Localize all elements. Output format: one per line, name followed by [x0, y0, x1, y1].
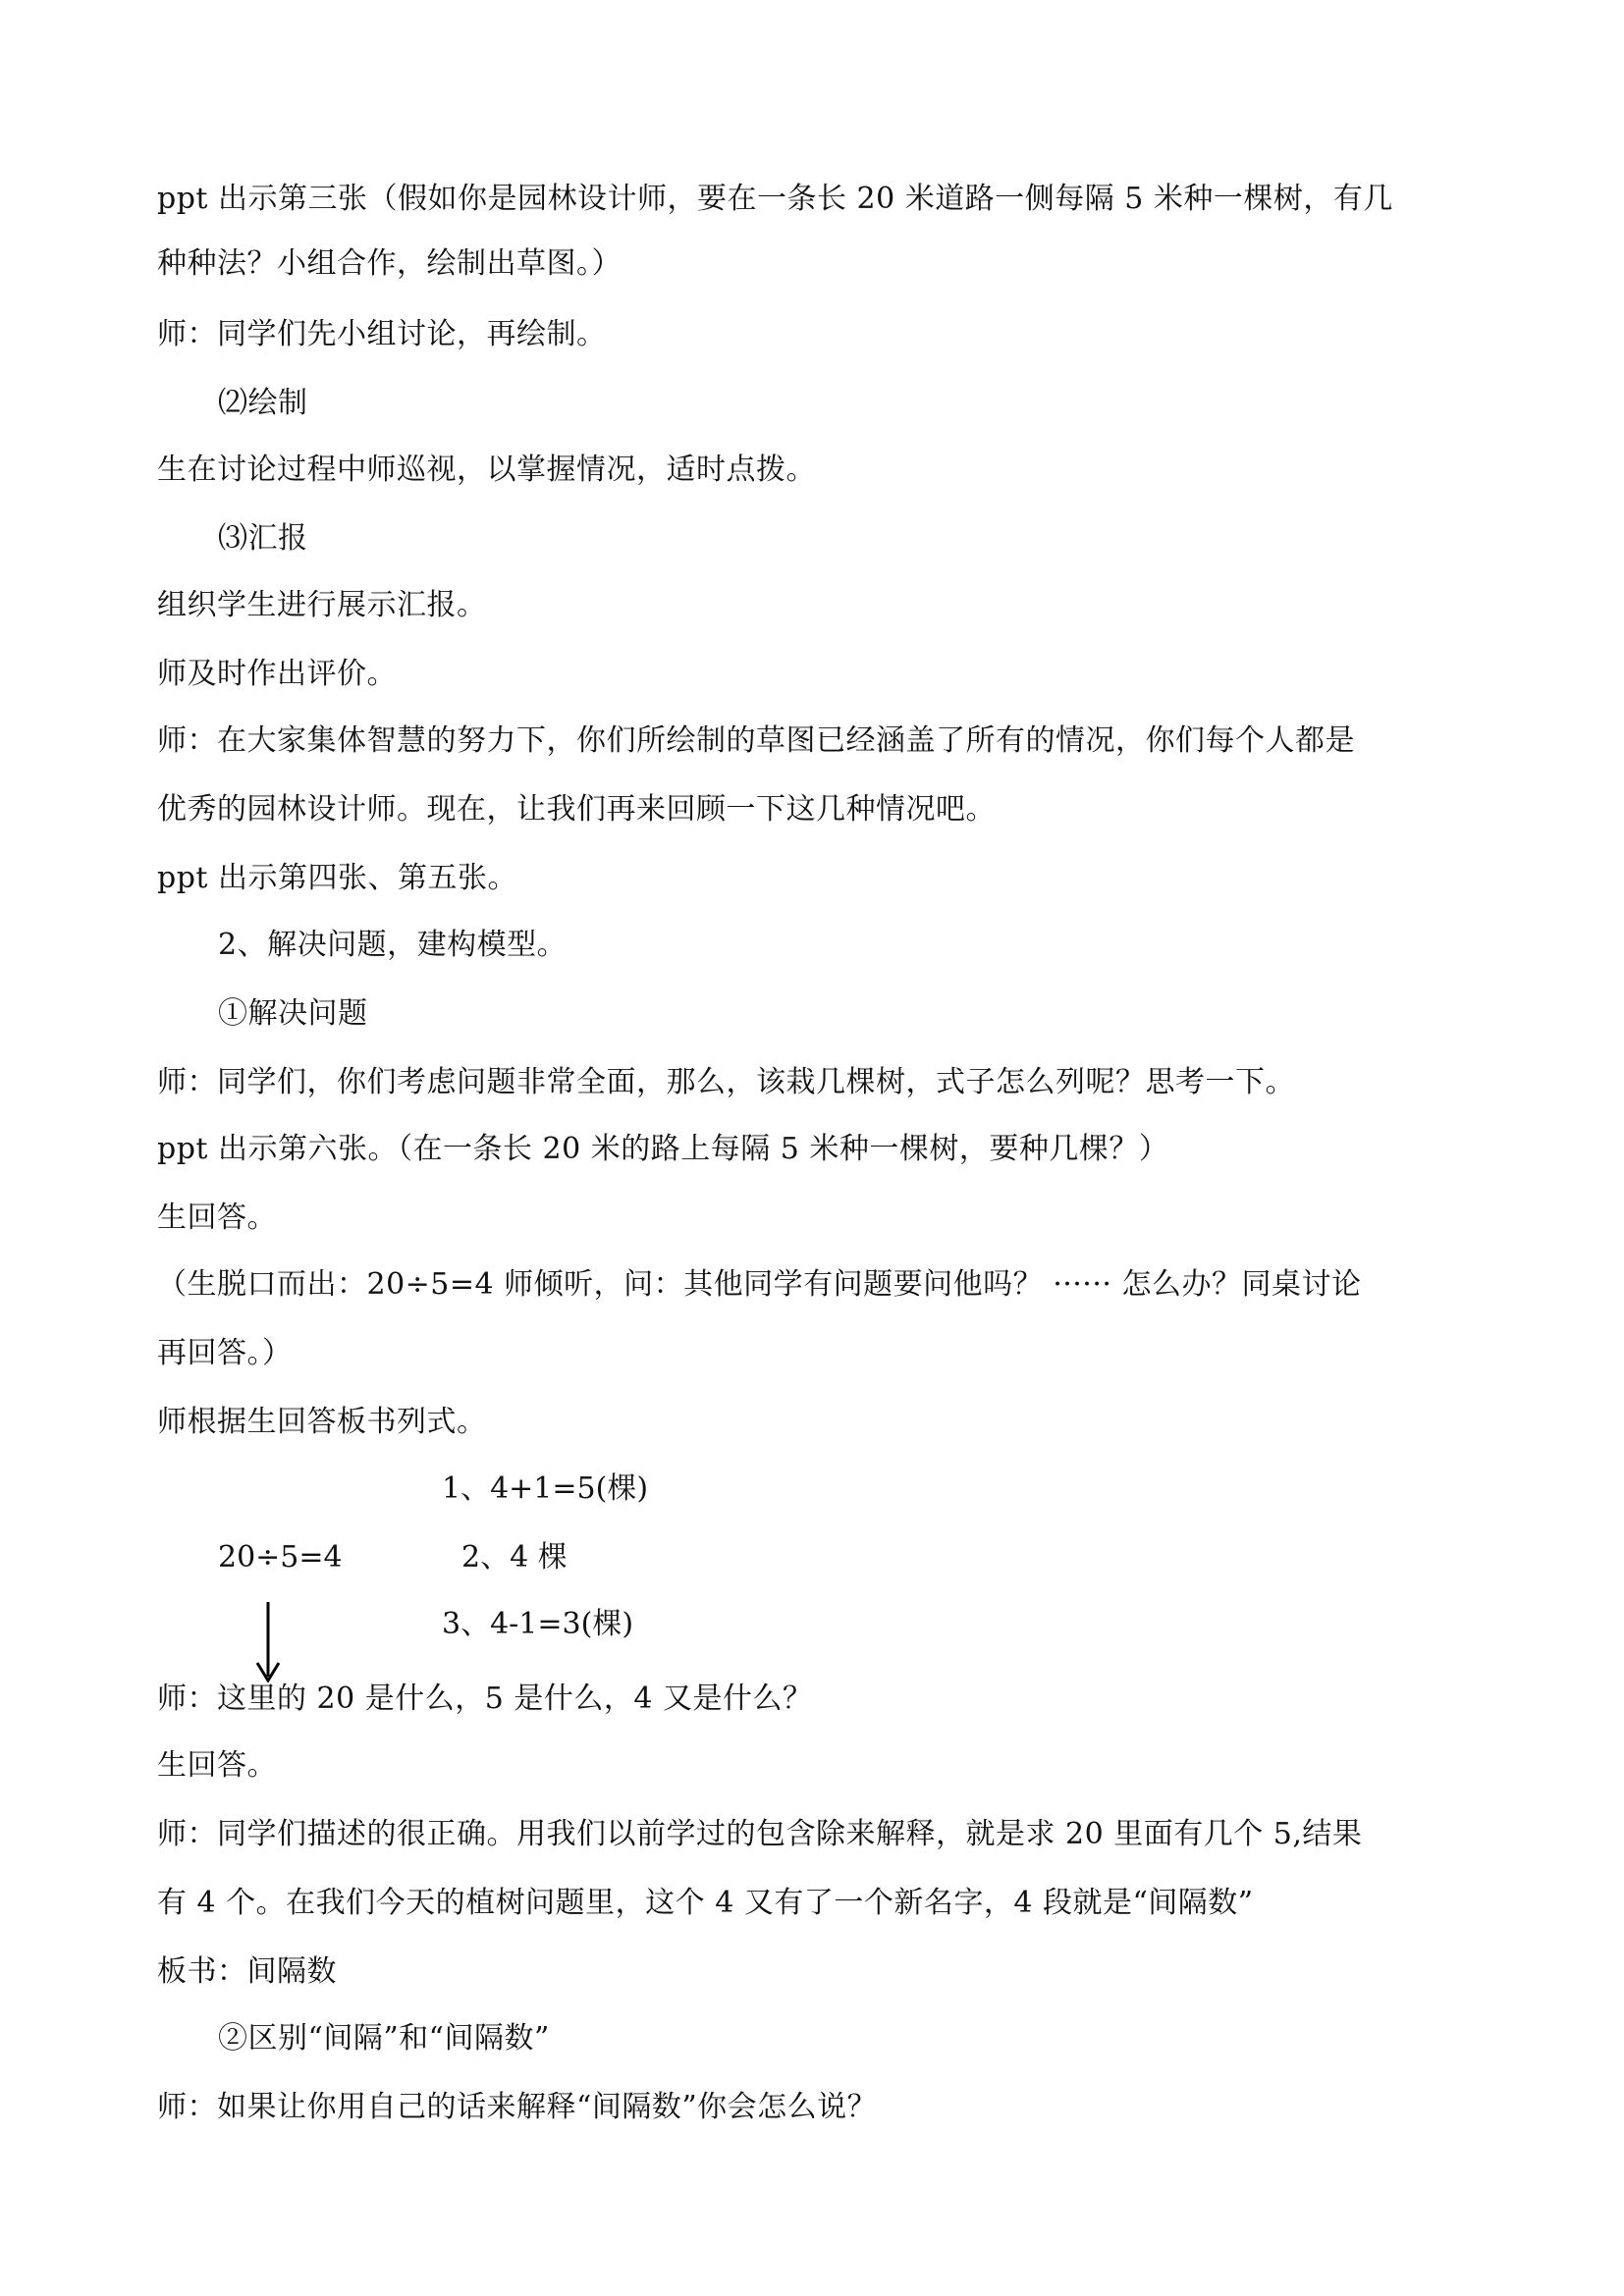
paragraph-line: 生回答。 — [157, 1748, 277, 1783]
paragraph-line: 生在讨论过程中师巡视，以掌握情况，适时点拨。 — [157, 453, 816, 487]
paragraph-line: 师根据生回答板书列式。 — [157, 1405, 487, 1439]
paragraph-line: （生脱口而出：20÷5=4 师倾听，问：其他同学有问题要问他吗？ ······ 怎么办？同桌讨论 — [157, 1267, 1362, 1302]
section-heading: ⑶汇报 — [218, 521, 308, 556]
paragraph-line: 种种法？小组合作，绘制出草图。） — [157, 246, 622, 281]
paragraph-line: 师：同学们先小组讨论，再绘制。 — [157, 317, 607, 351]
calc-main-expression: 20÷5=4 — [218, 1540, 343, 1575]
paragraph-line: 师：同学们描述的很正确。用我们以前学过的包含除来解释，就是求 20 里面有几个 5,结果 — [157, 1817, 1363, 1851]
paragraph-line: 板书：间隔数 — [157, 1954, 337, 1989]
calc-option-3: 3、4-1=3(棵) — [442, 1607, 634, 1641]
paragraph-line: 师：同学们，你们考虑问题非常全面，那么，该栽几棵树，式子怎么列呢？思考一下。 — [157, 1065, 1295, 1099]
section-heading: 2、解决问题，建构模型。 — [218, 928, 568, 962]
paragraph-line: 组织学生进行展示汇报。 — [157, 588, 487, 622]
section-heading: ②区别“间隔”和“间隔数” — [218, 2021, 550, 2056]
paragraph-line: 师及时作出评价。 — [157, 657, 397, 691]
paragraph-line: ppt 出示第三张（假如你是园林设计师，要在一条长 20 米道路一侧每隔 5 米种一棵树，有几 — [157, 182, 1393, 216]
paragraph-line: ppt 出示第六张。（在一条长 20 米的路上每隔 5 米种一棵树，要种几棵？） — [157, 1132, 1169, 1166]
down-arrow-icon — [253, 1602, 283, 1682]
calc-option-2: 2、4 棵 — [461, 1540, 568, 1575]
section-heading: ①解决问题 — [218, 996, 368, 1031]
paragraph-line: 师：在大家集体智慧的努力下，你们所绘制的草图已经涵盖了所有的情况，你们每个人都是 — [157, 723, 1355, 758]
paragraph-line: 有 4 个。在我们今天的植树问题里，这个 4 又有了一个新名字，4 段就是“间隔数” — [157, 1886, 1254, 1920]
paragraph-line: 师：如果让你用自己的话来解释“间隔数”你会怎么说？ — [157, 2090, 878, 2124]
paragraph-line: ppt 出示第四张、第五张。 — [157, 861, 517, 895]
calc-option-1: 1、4+1=5(棵) — [442, 1471, 649, 1506]
paragraph-line: 师：这里的 20 是什么，5 是什么，4 又是什么？ — [157, 1682, 813, 1716]
paragraph-line: 再回答。） — [157, 1336, 293, 1370]
paragraph-line: 生回答。 — [157, 1201, 277, 1235]
section-heading: ⑵绘制 — [218, 386, 308, 420]
paragraph-line: 优秀的园林设计师。现在，让我们再来回顾一下这几种情况吧。 — [157, 792, 996, 827]
